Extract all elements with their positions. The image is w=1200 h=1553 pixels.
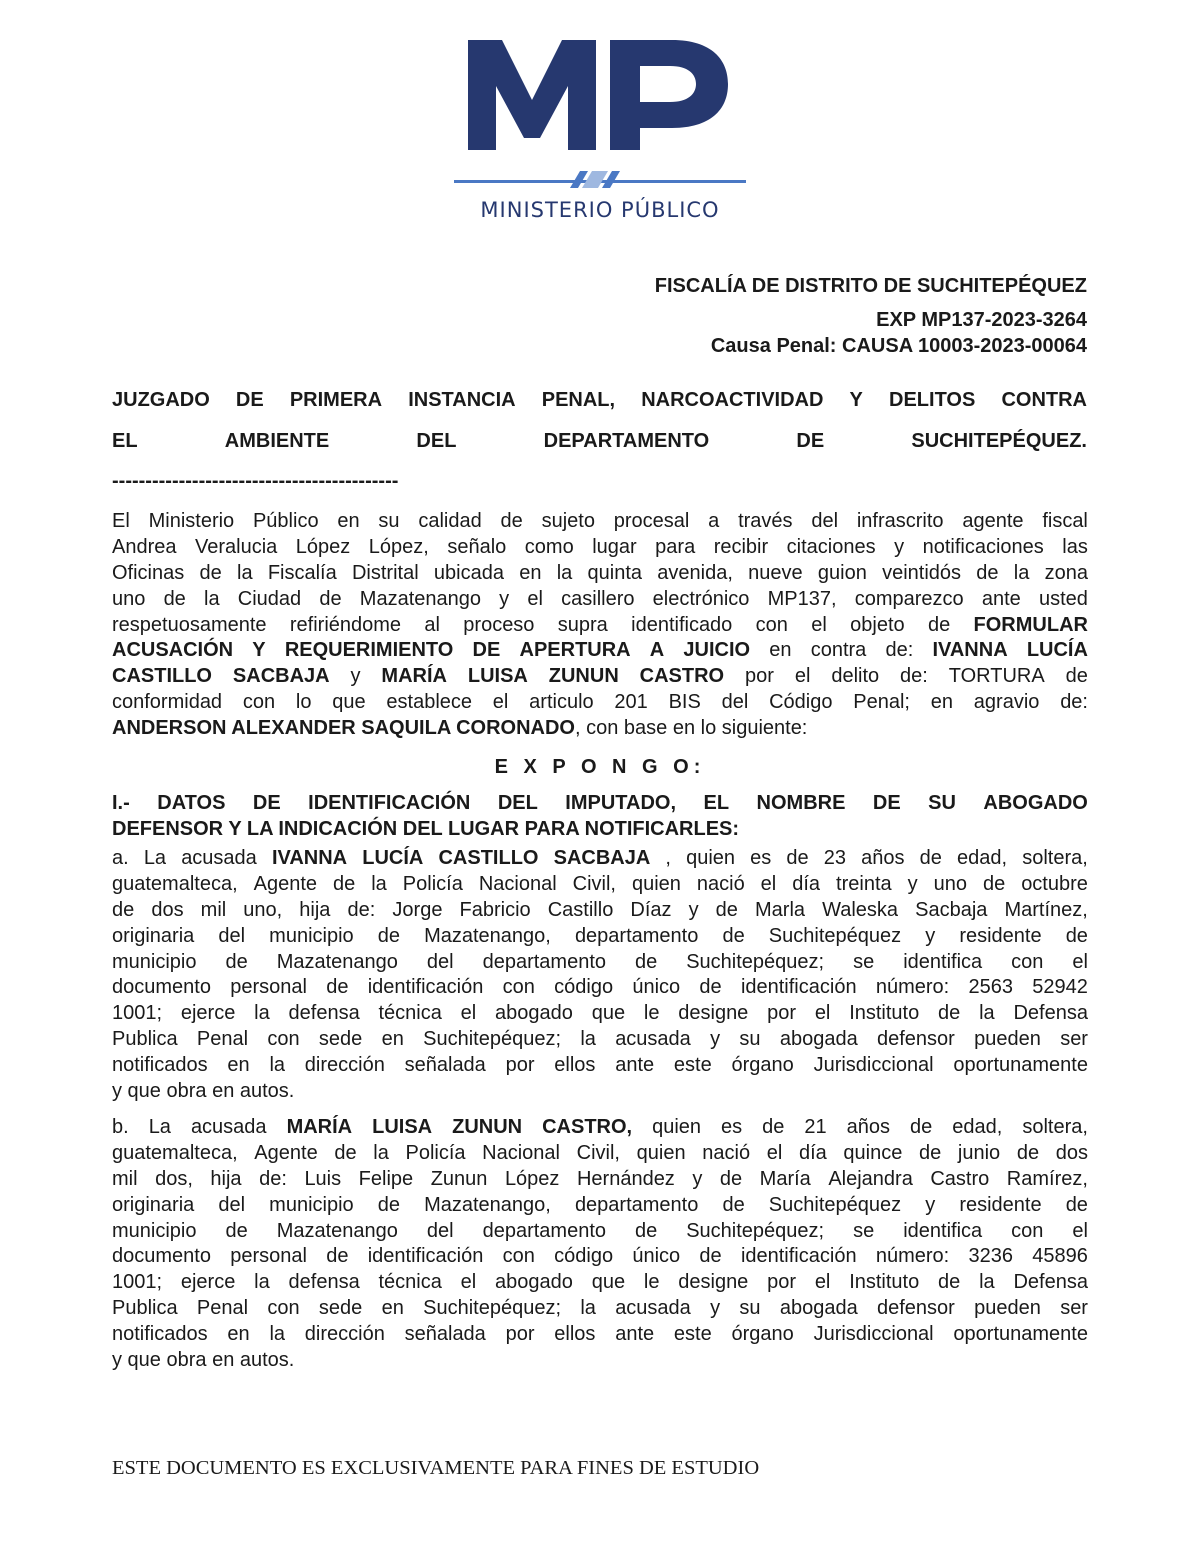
text-line: originaria del municipio de Mazatenango, departamento de Suchitepéquez y residente de [112,1193,1088,1216]
text-line: y que obra en autos. [112,1080,295,1103]
text-line: ANDERSON ALEXANDER SAQUILA CORONADO , con base en lo siguiente: [112,717,808,740]
text-line: notificados en la dirección señalada por ellos ante este órgano Jurisdiccional oportunamente [112,1323,1088,1346]
logo-name: MINISTERIO PÚBLICO [480,198,720,222]
footer-disclaimer: ESTE DOCUMENTO ES EXCLUSIVAMENTE PARA FINES DE ESTUDIO [112,1457,760,1479]
text-line: El Ministerio Público en su calidad de sujeto procesal a través del infrascrito agente fiscal [112,510,1088,532]
text-line: a. La acusada IVANNA LUCÍA CASTILLO SACBAJA , quien es de 23 años de edad, soltera, [112,847,1088,869]
text-line: DEFENSOR Y LA INDICACIÓN DEL LUGAR PARA NOTIFICARLES: [112,817,740,840]
text-line: Andrea Veralucia López López, señalo como lugar para recibir citaciones y notificaciones las [112,535,1088,558]
causa-penal: Causa Penal: CAUSA 10003-2023-00064 [710,335,1087,357]
fiscalia-title: FISCALÍA DE DISTRITO DE SUCHITEPÉQUEZ [654,275,1087,297]
text-line: de dos mil uno, hija de: Jorge Fabricio Castillo Díaz y de Marla Waleska Sacbaja Martínez, [112,898,1088,921]
intro-paragraph [112,509,1088,742]
text-line: guatemalteca, Agente de la Policía Nacional Civil, quien nació el día treinta y uno de octubre [112,872,1088,895]
item-a-paragraph [112,846,1088,1105]
text-line: b. La acusada MARÍA LUISA ZUNUN CASTRO, quien es de 21 años de edad, soltera, [112,1116,1088,1138]
text-line: 1001; ejerce la defensa técnica el abogado que le designe por el Instituto de la Defensa [112,1271,1088,1294]
text-line: guatemalteca, Agente de la Policía Nacional Civil, quien nació el día quince de junio de dos [112,1141,1088,1164]
text-line: Publica Penal con sede en Suchitepéquez; la acusada y su abogada defensor pueden ser [112,1028,1088,1051]
text-line: municipio de Mazatenango del departamento de Suchitepéquez; se identifica con el [112,1219,1088,1242]
text-line: ACUSACIÓN Y REQUERIMIENTO DE APERTURA A JUICIO en contra de: IVANNA LUCÍA [112,639,1088,662]
text-line: Publica Penal con sede en Suchitepéquez; la acusada y su abogada defensor pueden ser [112,1297,1088,1320]
text-line: originaria del municipio de Mazatenango, departamento de Suchitepéquez y residente de [112,924,1088,947]
expediente-number: EXP MP137-2023-3264 [876,309,1087,331]
text-line: mil dos, hija de: Luis Felipe Zunun López Hernández y de María Alejandra Castro Ramírez, [112,1167,1088,1190]
court-name-line-2: EL AMBIENTE DEL DEPARTAMENTO DE SUCHITEPÉQUEZ. [112,430,1087,452]
text-line: 1001; ejerce la defensa técnica el abogado que le designe por el Instituto de la Defensa [112,1002,1088,1025]
court-name-line-1: JUZGADO DE PRIMERA INSTANCIA PENAL, NARCOACTIVIDAD Y DELITOS CONTRA [112,389,1087,411]
text-line: documento personal de identificación con código único de identificación número: 3236 45896 [112,1245,1088,1268]
text-line: notificados en la dirección señalada por ellos ante este órgano Jurisdiccional oportunamente [112,1054,1088,1077]
expongo-heading: E X P O N G O: [494,756,706,778]
text-line: y que obra en autos. [112,1349,295,1372]
text-line: Oficinas de la Fiscalía Distrital ubicada en la quinta avenida, nueve guion veintidós de la zona [112,561,1088,584]
text-line: documento personal de identificación con código único de identificación número: 2563 52942 [112,976,1088,999]
text-line: respetuosamente refiriéndome al proceso supra identificado con el objeto de FORMULAR [112,613,1088,636]
text-line: conformidad con lo que establece el articulo 201 BIS del Código Penal; en agravio de: [112,691,1088,714]
text-line: municipio de Mazatenango del departamento de Suchitepéquez; se identifica con el [112,950,1088,973]
ministerio-publico-logo [450,28,750,228]
text-line: CASTILLO SACBAJA y MARÍA LUISA ZUNUN CASTRO por el delito de: TORTURA de [112,665,1088,688]
text-line: uno de la Ciudad de Mazatenango y el casillero electrónico MP137, comparezco ante usted [112,587,1088,610]
section-1-heading [112,791,1088,843]
separator-dashes: ------------------------------------------- [112,470,399,492]
item-b-paragraph [112,1115,1088,1374]
text-line: I.- DATOS DE IDENTIFICACIÓN DEL IMPUTADO, EL NOMBRE DE SU ABOGADO [112,792,1088,814]
